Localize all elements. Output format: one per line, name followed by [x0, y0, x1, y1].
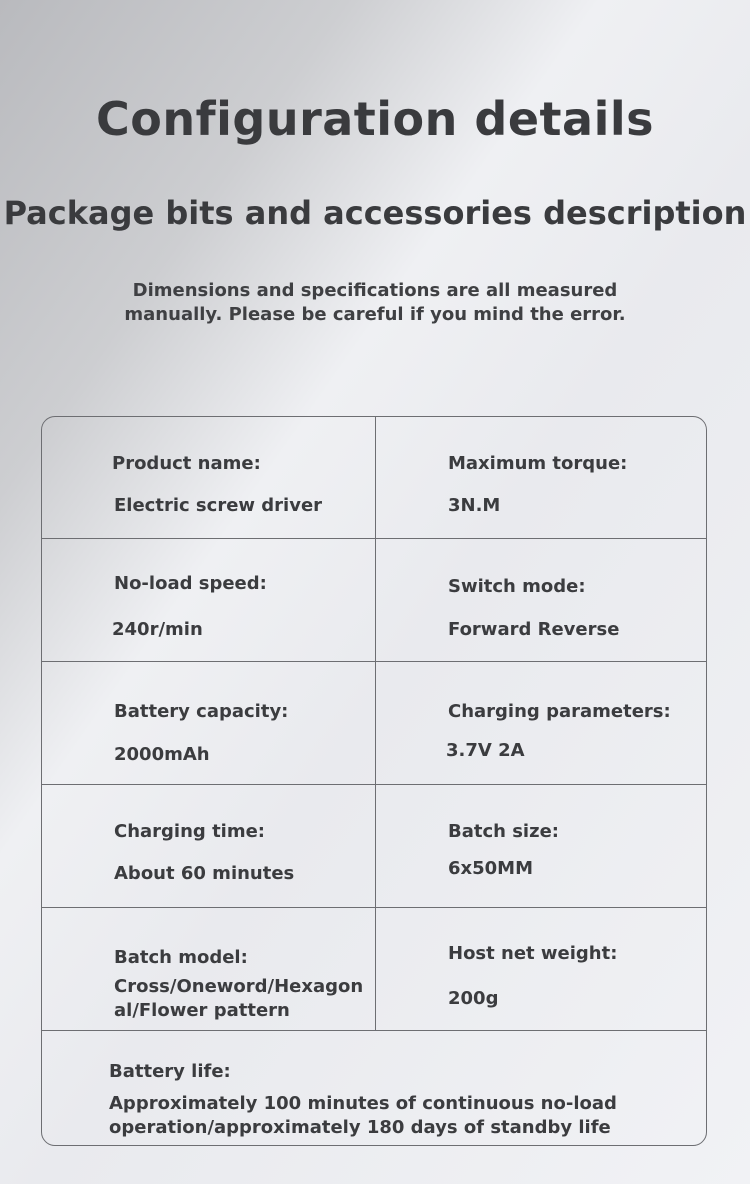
spec-cell-charging-parameters	[376, 662, 706, 784]
spec-value: Approximately 100 minutes of continuous no-load operation/approximately 180 days of standby life	[109, 1093, 617, 1138]
spec-value: About 60 minutes	[114, 863, 295, 884]
spec-row	[42, 1031, 706, 1145]
spec-label: Battery capacity:	[114, 701, 289, 722]
spec-label: Batch size:	[448, 821, 559, 842]
spec-value: Cross/Oneword/Hexagonal/Flower pattern	[114, 976, 364, 1021]
spec-cell-battery-capacity	[42, 662, 376, 784]
spec-row	[42, 785, 706, 908]
spec-row	[42, 908, 706, 1031]
spec-label: No-load speed:	[114, 573, 267, 594]
page-subtitle: Package bits and accessories description	[3, 194, 747, 232]
spec-value: Forward Reverse	[448, 619, 620, 640]
spec-value: 6x50MM	[448, 858, 534, 879]
spec-label: Battery life:	[109, 1061, 231, 1082]
spec-cell-batch-model	[42, 908, 376, 1030]
spec-row	[42, 662, 706, 785]
spec-row	[42, 417, 706, 539]
spec-label: Charging parameters:	[448, 701, 671, 722]
spec-cell-max-torque	[376, 417, 706, 538]
spec-cell-product-name	[42, 417, 376, 538]
spec-value: 200g	[448, 988, 499, 1009]
spec-label: Product name:	[112, 453, 261, 474]
spec-cell-batch-size	[376, 785, 706, 907]
spec-value: 3.7V 2A	[446, 740, 525, 761]
spec-cell-host-net-weight	[376, 908, 706, 1030]
measurement-note: Dimensions and specifications are all measured manually. Please be careful if you mind the error.	[124, 280, 626, 325]
spec-value: 3N.M	[448, 495, 501, 516]
spec-cell-charging-time	[42, 785, 376, 907]
spec-label: Maximum torque:	[448, 453, 628, 474]
spec-cell-switch-mode	[376, 539, 706, 661]
spec-cell-no-load-speed	[42, 539, 376, 661]
spec-row	[42, 539, 706, 662]
spec-table	[41, 416, 707, 1146]
spec-label: Host net weight:	[448, 943, 618, 964]
spec-value: Electric screw driver	[114, 495, 323, 516]
spec-label: Batch model:	[114, 947, 248, 968]
spec-label: Charging time:	[114, 821, 266, 842]
spec-value: 240r/min	[112, 619, 203, 640]
spec-value: 2000mAh	[114, 744, 210, 765]
page-title: Configuration details	[96, 92, 654, 146]
spec-label: Switch mode:	[448, 576, 586, 597]
